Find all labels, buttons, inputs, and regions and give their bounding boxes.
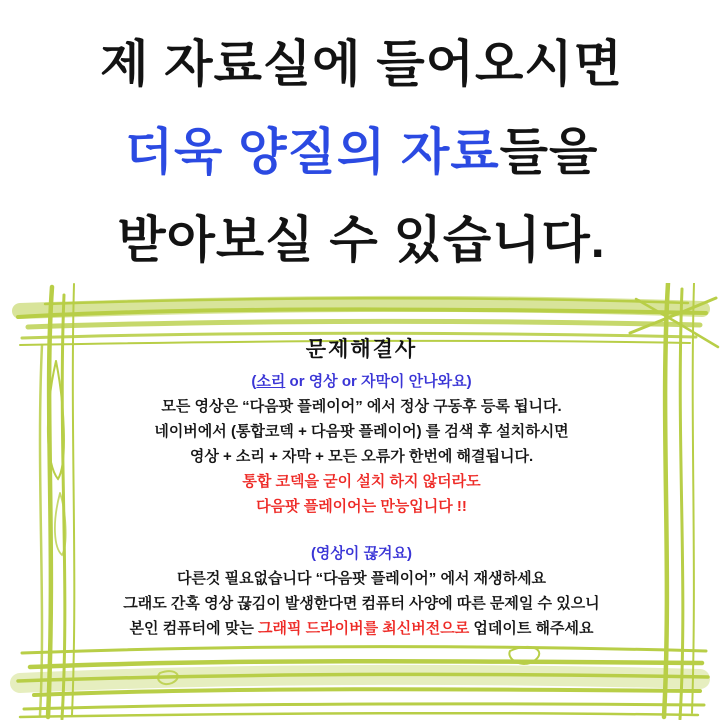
intro-line-3: 받아보실 수 있습니다. <box>117 212 606 268</box>
qa2-line-3-prefix: 본인 컴퓨터에 맞는 <box>129 620 258 637</box>
intro-line-2-rest: 들을 <box>499 124 599 180</box>
qa2-line-3-highlight: 그래픽 드라이버를 최신버전으로 <box>257 620 470 637</box>
qa2-heading: (영상이 끊겨요) <box>310 545 413 562</box>
qa2-line-3-suffix: 업데이트 해주세요 <box>469 620 594 637</box>
qa2-line-3 <box>130 616 594 641</box>
qa1-heading <box>251 369 471 394</box>
intro-line-2 <box>125 104 599 192</box>
qa2-line-2: 그래도 간혹 영상 끊김이 발생한다면 컴퓨터 사양에 따른 문제일 수 있으니 <box>123 595 600 612</box>
troubleshooting-box <box>0 283 723 720</box>
qa1-red-line-2: 다음팟 플레이어는 만능입니다 !! <box>256 498 467 515</box>
qa1-line-2: 네이버에서 (통합코덱 + 다음팟 플레이어) 를 검색 후 설치하시면 <box>154 423 569 440</box>
intro-line-2-highlight: 더욱 양질의 자료 <box>124 124 500 180</box>
qa1-heading-prefix: ( <box>251 373 257 390</box>
qa1-heading-rest: or 영상 or 자막이 안나와요) <box>285 373 472 390</box>
qa1-heading-underlined-word: 소리 <box>256 373 286 390</box>
troubleshooting-content <box>0 335 723 641</box>
box-title: 문제해결사 <box>305 338 418 361</box>
qa1-red-line-1: 통합 코덱을 굳이 설치 하지 않더라도 <box>242 473 481 490</box>
qa1-line-1: 모든 영상은 “다음팟 플레이어” 에서 정상 구동후 등록 됩니다. <box>161 398 562 415</box>
qa1-line-3: 영상 + 소리 + 자막 + 모든 오류가 한번에 해결됩니다. <box>189 448 534 465</box>
qa2-line-1: 다른것 필요없습니다 “다음팟 플레이어” 에서 재생하세요 <box>176 570 547 587</box>
intro-message <box>0 0 723 283</box>
intro-line-1: 제 자료실에 들어오시면 <box>100 36 623 92</box>
